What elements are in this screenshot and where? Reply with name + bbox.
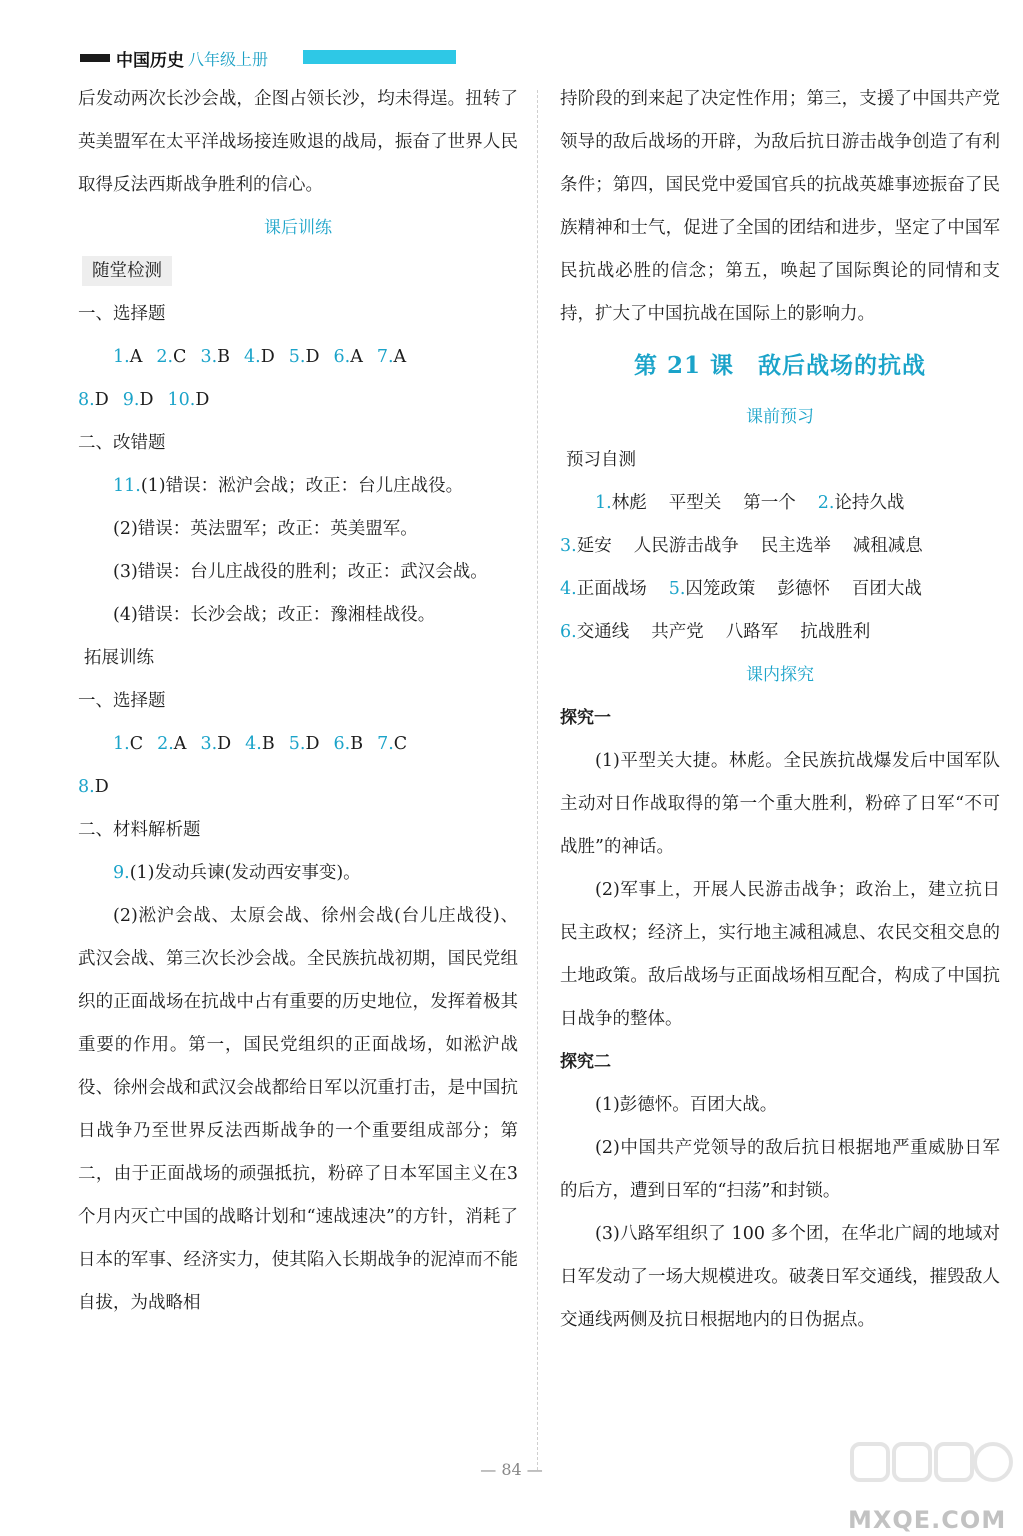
answer-item: 6.B bbox=[333, 734, 364, 754]
answer-item: 5.D bbox=[288, 734, 320, 754]
answer-item: 第一个 bbox=[743, 493, 796, 513]
subheading-self-test: 预习自测 bbox=[566, 450, 636, 470]
preview-answer-row bbox=[560, 568, 1000, 611]
q2-answer-3: (3)错误：台儿庄战役的胜利；改正：武汉会战。 bbox=[113, 562, 488, 582]
preview-answer-row bbox=[560, 611, 1000, 654]
header-stripe-decoration bbox=[303, 50, 456, 64]
explore-2-answer-2: (2)中国共产党领导的敌后抗日根据地严重威胁日军的后方，遭到日军的“扫荡”和封锁。 bbox=[560, 1138, 1000, 1201]
answer-item: 7.A bbox=[376, 347, 407, 367]
answer-item: 八路军 bbox=[725, 622, 779, 642]
answer-item: 3.B bbox=[200, 347, 231, 367]
answer-item: 4.正面战场 bbox=[560, 579, 647, 599]
q1-title: 一、选择题 bbox=[78, 304, 166, 324]
answer-item: 8.D bbox=[78, 390, 109, 410]
answer-item: 2.A bbox=[157, 734, 187, 754]
explore-2-heading: 探究二 bbox=[560, 1052, 611, 1072]
q2-answer-1: 11.(1)错误：淞沪会战；改正：台儿庄战役。 bbox=[113, 476, 464, 496]
answer-item: 4.B bbox=[245, 734, 275, 754]
answer-item: 1.C bbox=[113, 734, 144, 754]
q4-answer-1: 9.(1)发动兵谏(发动西安事变)。 bbox=[113, 863, 361, 883]
answer-item: 2.论持久战 bbox=[817, 493, 905, 513]
watermark-text: MXQE.COM bbox=[848, 1506, 1007, 1534]
lesson-title: 第 21 课 敌后战场的抗战 bbox=[633, 352, 927, 379]
explore-1-answer-2: (2)军事上，开展人民游击战争；政治上，建立抗日民主政权；经济上，实行地主减租减息、农民交租交息的土地政策。敌后战场与正面战场相互配合，构成了中国抗日战争的整体。 bbox=[560, 880, 1000, 1029]
continued-paragraph: 持阶段的到来起了决定性作用；第三，支援了中国共产党领导的敌后战场的开辟，为敌后抗日游击战争创造了有利条件；第四，国民党中爱国官兵的抗战英雄事迹振奋了民族精神和士气，促进了全国的团结和进步，坚定了中国军民抗战必胜的信念；第五，唤起了国际舆论的同情和支持，扩大了中国抗战在国际上的影响力。 bbox=[560, 89, 1000, 324]
intro-paragraph: 后发动两次长沙会战，企图占领长沙，均未得逞。扭转了英美盟军在太平洋战场接连败退的战局，振奋了世界人民取得反法西斯战争胜利的信心。 bbox=[78, 89, 518, 195]
answer-item: 人民游击战争 bbox=[633, 536, 739, 556]
answer-item: 9.D bbox=[122, 390, 154, 410]
section-title-after-class: 课后训练 bbox=[264, 218, 332, 238]
q3-answers-row1 bbox=[78, 723, 518, 766]
answer-item: 6.交通线 bbox=[560, 622, 630, 642]
section-title-preview: 课前预习 bbox=[746, 407, 814, 427]
q4-answer-2: (2)淞沪会战、太原会战、徐州会战(台儿庄战役)、武汉会战、第三次长沙会战。全民族抗战初期，国民党组织的正面战场在抗战中占有重要的历史地位，发挥着极其重要的作用。第一，国民党组织的正面战场，如淞沪战役、徐州会战和武汉会战都给日军以沉重打击，是中国抗日战争乃至世界反法西斯战争的一个重要组成部分；第二，由于正面战场的顽强抵抗，粉碎了日本军国主义在3个月内灭亡中国的战略计划和“速战速决”的方针，消耗了日本的军事、经济实力，使其陷入长期战争的泥淖而不能自拔，为战略相 bbox=[78, 906, 518, 1313]
answer-item: 2.C bbox=[156, 347, 187, 367]
answer-item: 共产党 bbox=[651, 622, 704, 642]
answer-item: 百团大战 bbox=[851, 579, 922, 599]
q1-answers-row1 bbox=[78, 336, 518, 379]
q3-answers-row2 bbox=[78, 766, 518, 809]
q2-answer-2: (2)错误：英法盟军；改正：英美盟军。 bbox=[113, 519, 418, 539]
answer-item: 3.延安 bbox=[560, 536, 612, 556]
explore-1-answer-1: (1)平型关大捷。林彪。全民族抗战爆发后中国军队主动对日作战取得的第一个重大胜利，粉碎了日军“不可战胜”的神话。 bbox=[560, 751, 1000, 857]
answer-item: 减租减息 bbox=[852, 536, 923, 556]
subheading-extension: 拓展训练 bbox=[84, 648, 154, 668]
preview-answer-row bbox=[560, 482, 1000, 525]
answer-item: 4.D bbox=[244, 347, 275, 367]
q4-title: 二、材料解析题 bbox=[78, 820, 201, 840]
header-subject: 中国历史 bbox=[116, 50, 184, 71]
explore-2-answer-3: (3)八路军组织了 100 多个团，在华北广阔的地域对日军发动了一场大规模进攻。破袭日军交通线，摧毁敌人交通线两侧及抗日根据地内的日伪据点。 bbox=[560, 1224, 1000, 1330]
explore-1-heading: 探究一 bbox=[560, 708, 611, 728]
answer-item: 3.D bbox=[200, 734, 232, 754]
left-column bbox=[78, 78, 518, 1325]
page-header bbox=[80, 44, 268, 72]
header-bar-decoration bbox=[80, 54, 110, 62]
preview-answers bbox=[560, 482, 1000, 654]
column-divider bbox=[537, 90, 538, 1470]
explore-2-answer-1: (1)彭德怀。百团大战。 bbox=[595, 1095, 778, 1115]
answer-item: 7.C bbox=[377, 734, 408, 754]
answer-item: 1.林彪 bbox=[595, 493, 647, 513]
preview-answer-row bbox=[560, 525, 1000, 568]
q2-answer-4: (4)错误：长沙会战；改正：豫湘桂战役。 bbox=[113, 605, 436, 625]
answer-item: 抗战胜利 bbox=[800, 622, 871, 642]
header-grade: 八年级上册 bbox=[188, 49, 269, 69]
page-number: — 84 — bbox=[480, 1460, 543, 1479]
answer-item: 民主选举 bbox=[760, 536, 831, 556]
section-title-explore: 课内探究 bbox=[746, 665, 814, 685]
q1-answers-row2 bbox=[78, 379, 518, 422]
subheading-class-check: 随堂检测 bbox=[78, 250, 518, 293]
answer-item: 平型关 bbox=[668, 493, 722, 513]
answer-item: 8.D bbox=[78, 777, 109, 797]
answer-item: 1.A bbox=[113, 347, 143, 367]
answer-item: 彭德怀 bbox=[777, 579, 830, 599]
answer-item: 6.A bbox=[333, 347, 363, 367]
q2-title: 二、改错题 bbox=[78, 433, 166, 453]
answer-item: 10.D bbox=[167, 390, 210, 410]
right-column bbox=[560, 78, 1000, 1342]
answer-item: 5.囚笼政策 bbox=[668, 579, 756, 599]
q3-title: 一、选择题 bbox=[78, 691, 166, 711]
answer-item: 5.D bbox=[288, 347, 320, 367]
